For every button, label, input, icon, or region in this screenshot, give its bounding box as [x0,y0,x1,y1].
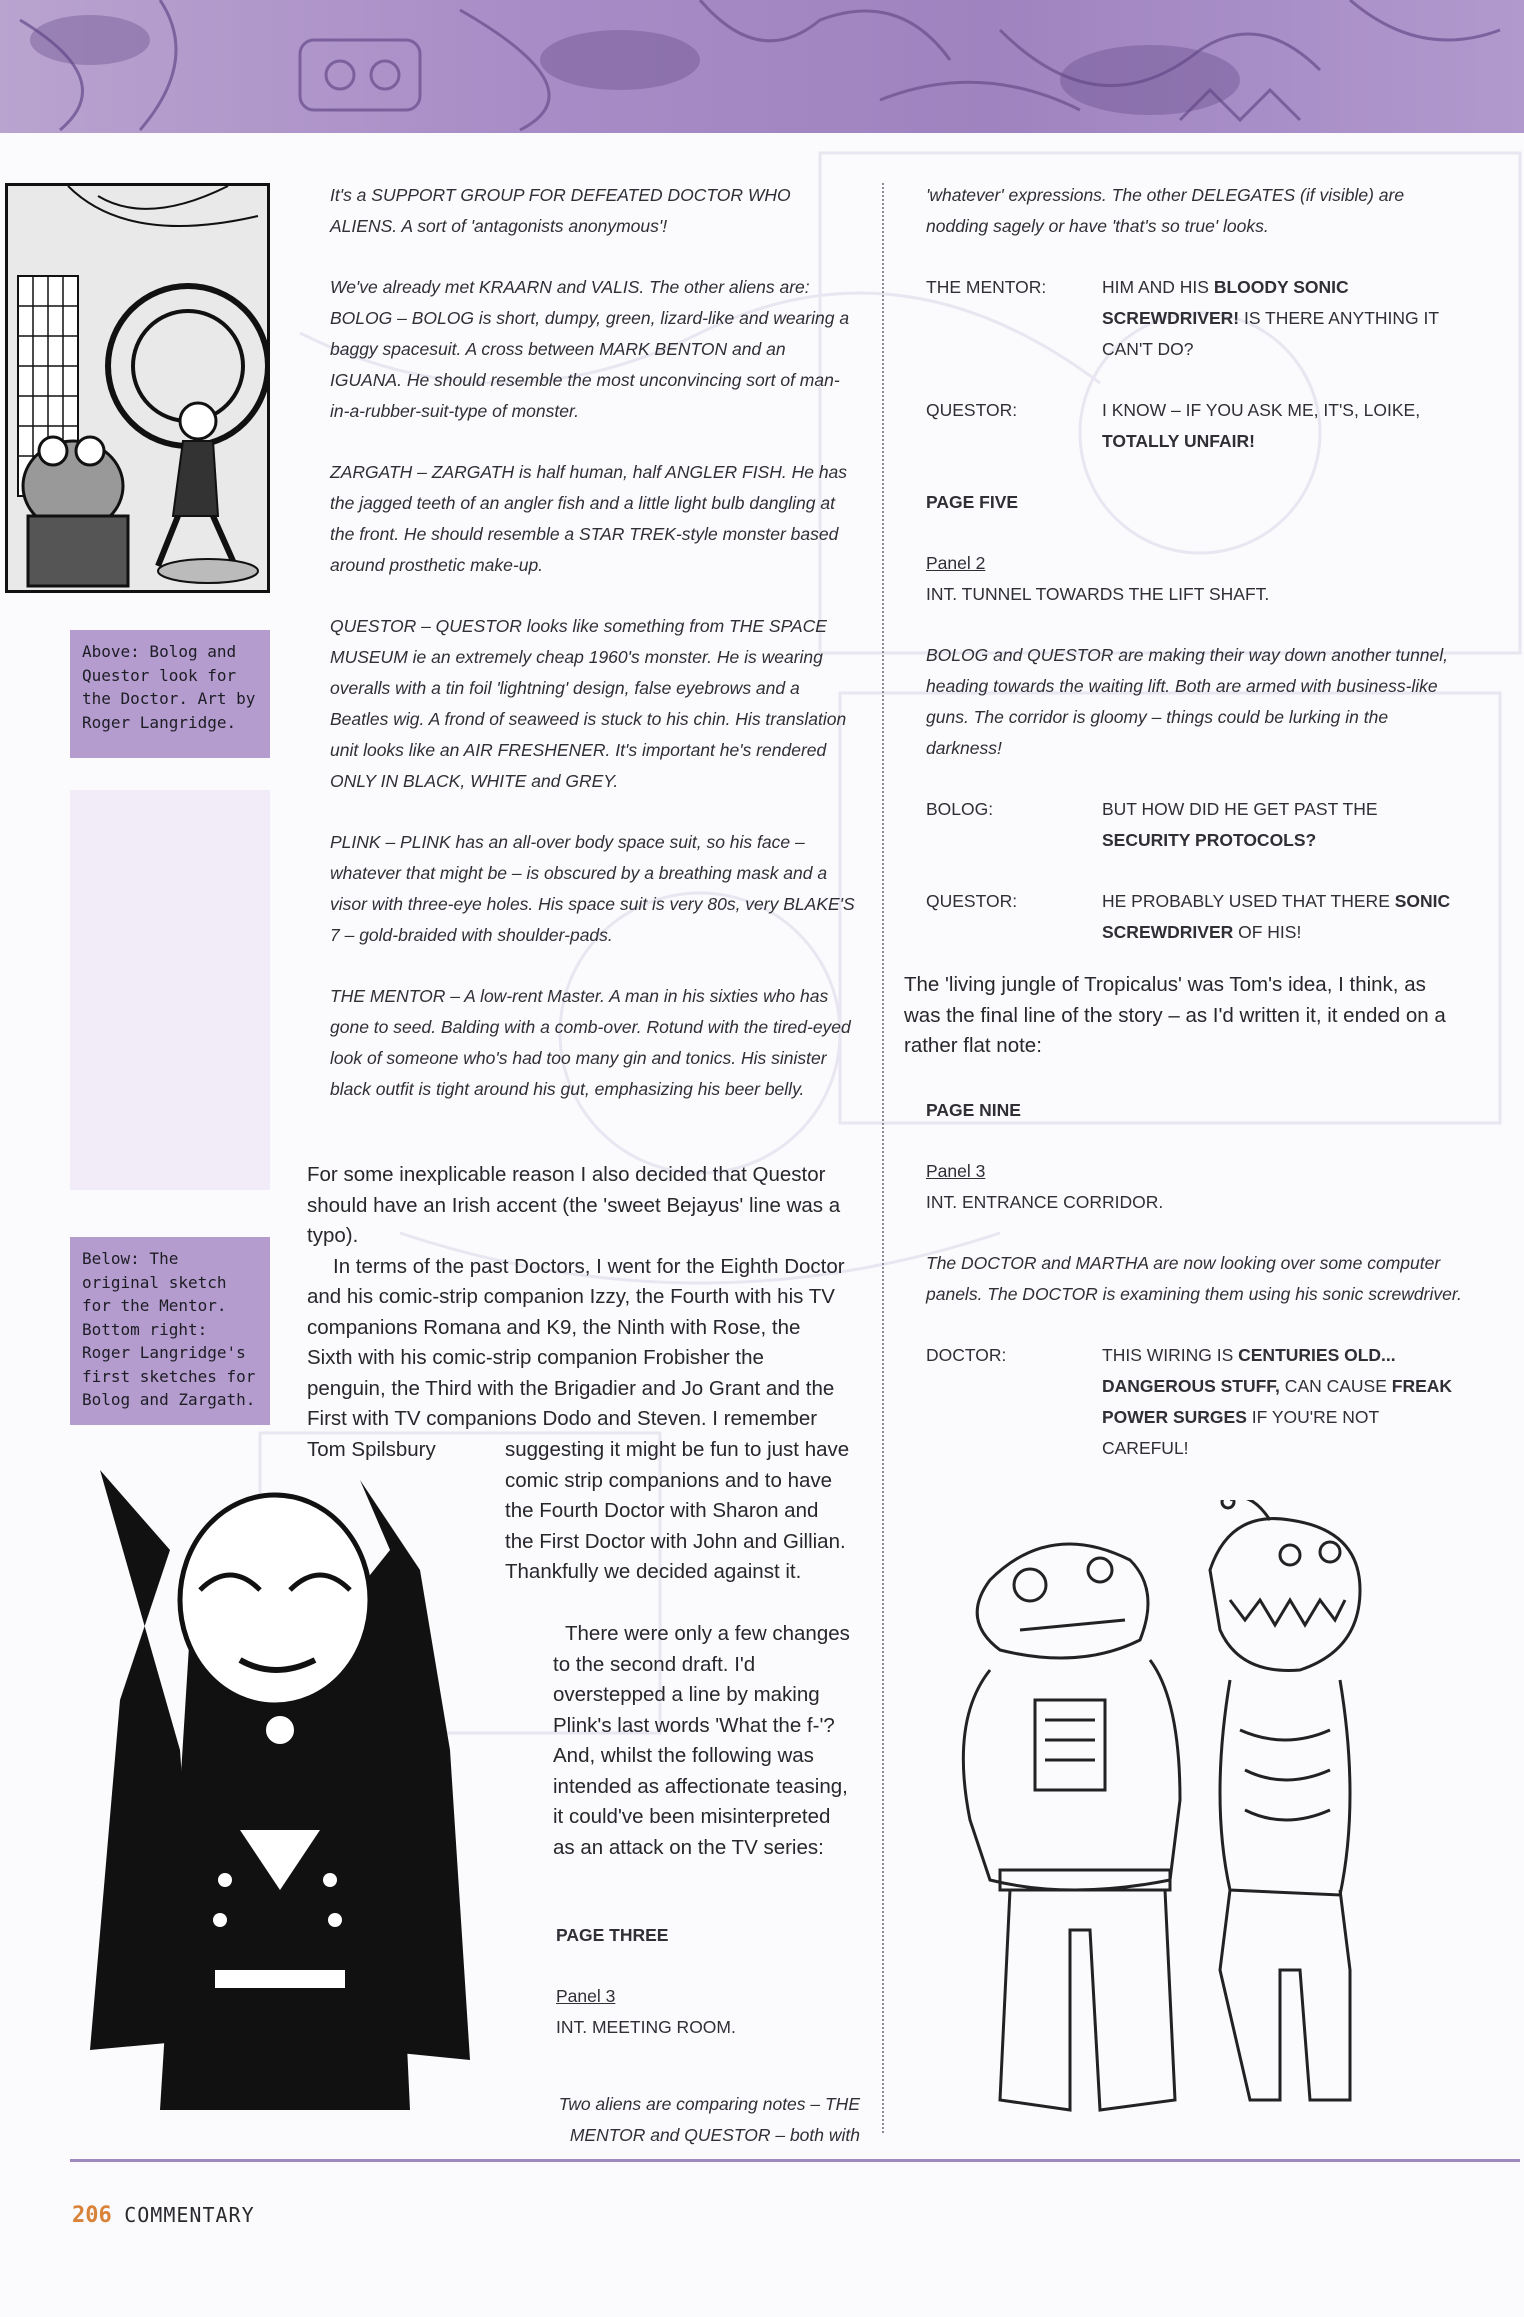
page-number: 206 [72,2203,112,2228]
dialogue-doctor [926,1340,1466,1464]
line-doctor-b: CENTURIES OLD... DANGEROUS STUFF, [1102,1345,1396,1396]
mentor-sketch [30,1450,530,2130]
script-two-aliens: Two aliens are comparing notes – THE MENTOR and QUESTOR – both with [558,2094,860,2145]
dialogue-mentor [926,272,1466,365]
line-questor-2 [1102,886,1466,948]
line-questor-a: I KNOW – IF YOU ASK ME, IT'S, LOIKE, [1102,400,1421,420]
panel-3-label-b: Panel 3 [926,1161,986,1181]
caption-spacer-panel [70,790,270,1190]
bolog-questor-comic-panel [5,183,270,593]
line-questor-b: TOTALLY UNFAIR! [1102,431,1255,451]
page-five-heading: PAGE FIVE [926,492,1019,512]
int-meeting-room: INT. MEETING ROOM. [556,2017,736,2037]
script-bolog-questor-tunnel: BOLOG and QUESTOR are making their way down another tunnel, heading towards the waiting lift. Both are armed with business-like guns. The corridor is gloomy – things could be lurking in the darkness! [926,645,1449,758]
script-zargath: ZARGATH – ZARGATH is half human, half ANGLER FISH. He has the jagged teeth of an angler fish and a little light bulb dangling at the front. He should resemble a STAR TREK-style monster based around prosthetic make-up. [330,462,848,575]
line-bolog [1102,794,1466,856]
script-bolog: We've already met KRAARN and VALIS. The other aliens are: BOLOG – BOLOG is short, dumpy, green, lizard-like and wearing a baggy spacesuit. A cross between MARK BENTON and an IGUANA. He should resemble the most unconvincing sort of man-in-a-rubber-suit-type of monster. [330,277,850,421]
line-doctor-e: IF YOU'RE NOT CAREFUL! [1102,1407,1379,1458]
script-support-group: It's a SUPPORT GROUP FOR DEFEATED DOCTOR WHO ALIENS. A sort of 'antagonists anonymous'! [330,185,791,236]
speaker-mentor: THE MENTOR: [926,277,1047,297]
bolog-zargath-sketch [930,1500,1490,2140]
line-bolog-b: SECURITY PROTOCOLS? [1102,830,1317,850]
left-script-column [330,180,855,1105]
page-nine-heading: PAGE NINE [926,1100,1021,1120]
line-doctor-c: CAN CAUSE [1279,1376,1392,1396]
commentary-tropicalus: The 'living jungle of Tropicalus' was Tom's idea, I think, as was the final line of the story – as I'd written it, it ended on a rather flat note: [904,973,1446,1057]
line-doctor-a: THIS WIRING IS [1102,1345,1239,1365]
dialogue-bolog [926,794,1466,856]
dialogue-questor [926,395,1466,457]
script-questor: QUESTOR – QUESTOR looks like something from THE SPACE MUSEUM ie an extremely cheap 1960's monster. He is wearing overalls with a tin foil 'lightning' design, false eyebrows and a Beatles wig. A frond of seaweed is stuck to his chin. His translation unit looks like an AIR FRESHENER. It's important he's rendered ONLY IN BLACK, WHITE and GREY. [330,616,847,791]
line-mentor-c: IS THERE ANYTHING IT CAN'T DO? [1102,308,1439,359]
panel-3-label-a: Panel 3 [556,1986,616,2006]
comic-panel-drawing [8,186,267,590]
header-illustration [0,0,1524,133]
speaker-doctor: DOCTOR: [926,1345,1007,1365]
script-plink: PLINK – PLINK has an all-over body space suit, so his face – whatever that might be – is obscured by a breathing mask and a visor with three-eye holes. His space suit is very 80s, very BLAKE'S 7 – gold-braided with shoulder-pads. [330,832,855,945]
caption-above: Above: Bolog and Questor look for the Doctor. Art by Roger Langridge. [70,630,270,758]
line-questor2-c: OF HIS! [1233,922,1302,942]
speaker-questor-2: QUESTOR: [926,891,1018,911]
line-questor2-a: HE PROBABLY USED THAT THERE [1102,891,1395,911]
script-mentor: THE MENTOR – A low-rent Master. A man in his sixties who has gone to seed. Balding with a comb-over. Rotund with the tired-eyed look of someone who's had too many gin and tonics. His sinister black outfit is tight around his gut, emphasizing his beer belly. [330,986,851,1099]
section-label: COMMENTARY [124,2203,255,2227]
line-questor [1102,395,1466,457]
line-doctor [1102,1340,1466,1464]
script-doctor-martha: The DOCTOR and MARTHA are now looking over some computer panels. The DOCTOR is examining them using his sonic screwdriver. [926,1253,1462,1304]
footer-rule [70,2159,1520,2162]
speaker-bolog: BOLOG: [926,799,994,819]
footer [72,2203,255,2228]
int-tunnel: INT. TUNNEL TOWARDS THE LIFT SHAFT. [926,584,1270,604]
column-divider [882,183,884,2133]
dialogue-questor-2 [926,886,1466,948]
line-questor2-b: SONIC SCREWDRIVER [1102,891,1451,942]
header-art-band [0,0,1524,133]
page-three-heading: PAGE THREE [556,1925,669,1945]
int-entrance-corridor: INT. ENTRANCE CORRIDOR. [926,1192,1164,1212]
line-mentor-a: HIM AND HIS [1102,277,1214,297]
commentary-upper [307,1160,847,1465]
commentary-past-doctors: In terms of the past Doctors, I went for the Eighth Doctor and his comic-strip companion Izzy, the Fourth with his TV companions Romana and K9, the Ninth with Rose, the Sixth with his comic-strip companion Frobisher the penguin, the Third with the Brigadier and Jo Grant and the First with TV companions Dodo and Steven. I remember Tom Spilsbury [307,1254,845,1461]
speaker-questor: QUESTOR: [926,400,1018,420]
panel-2-label: Panel 2 [926,553,986,573]
line-mentor-b: BLOODY SONIC SCREWDRIVER! [1102,277,1349,328]
commentary-irish-accent: For some inexplicable reason I also decided that Questor should have an Irish accent (the 'sweet Bejayus' line was a typo). [307,1163,841,1247]
line-mentor [1102,272,1466,365]
script-whatever-expressions: 'whatever' expressions. The other DELEGATES (if visible) are nodding sagely or have 'that's so true' looks. [926,185,1405,236]
line-doctor-d: FREAK POWER SURGES [1102,1376,1453,1427]
page-nine-block [926,1095,1466,1464]
right-script-column [926,180,1466,966]
caption-below: Below: The original sketch for the Mentor. Bottom right: Roger Langridge's first sketches for Bolog and Zargath. [70,1237,270,1425]
page-three-block [556,1920,856,2043]
commentary-companions: suggesting it might be fun to just have comic strip companions and to have the Fourth Doctor with Sharon and the First Doctor with John and Gillian. Thankfully we decided against it. [505,1438,850,1583]
line-bolog-a: BUT HOW DID HE GET PAST THE [1102,799,1378,819]
commentary-second-draft: There were only a few changes to the second draft. I'd overstepped a line by making Plink's last words 'What the f-'? And, whilst the following was intended as affectionate teasing, it could've been misinterpreted as an attack on the TV series: [553,1622,850,1859]
